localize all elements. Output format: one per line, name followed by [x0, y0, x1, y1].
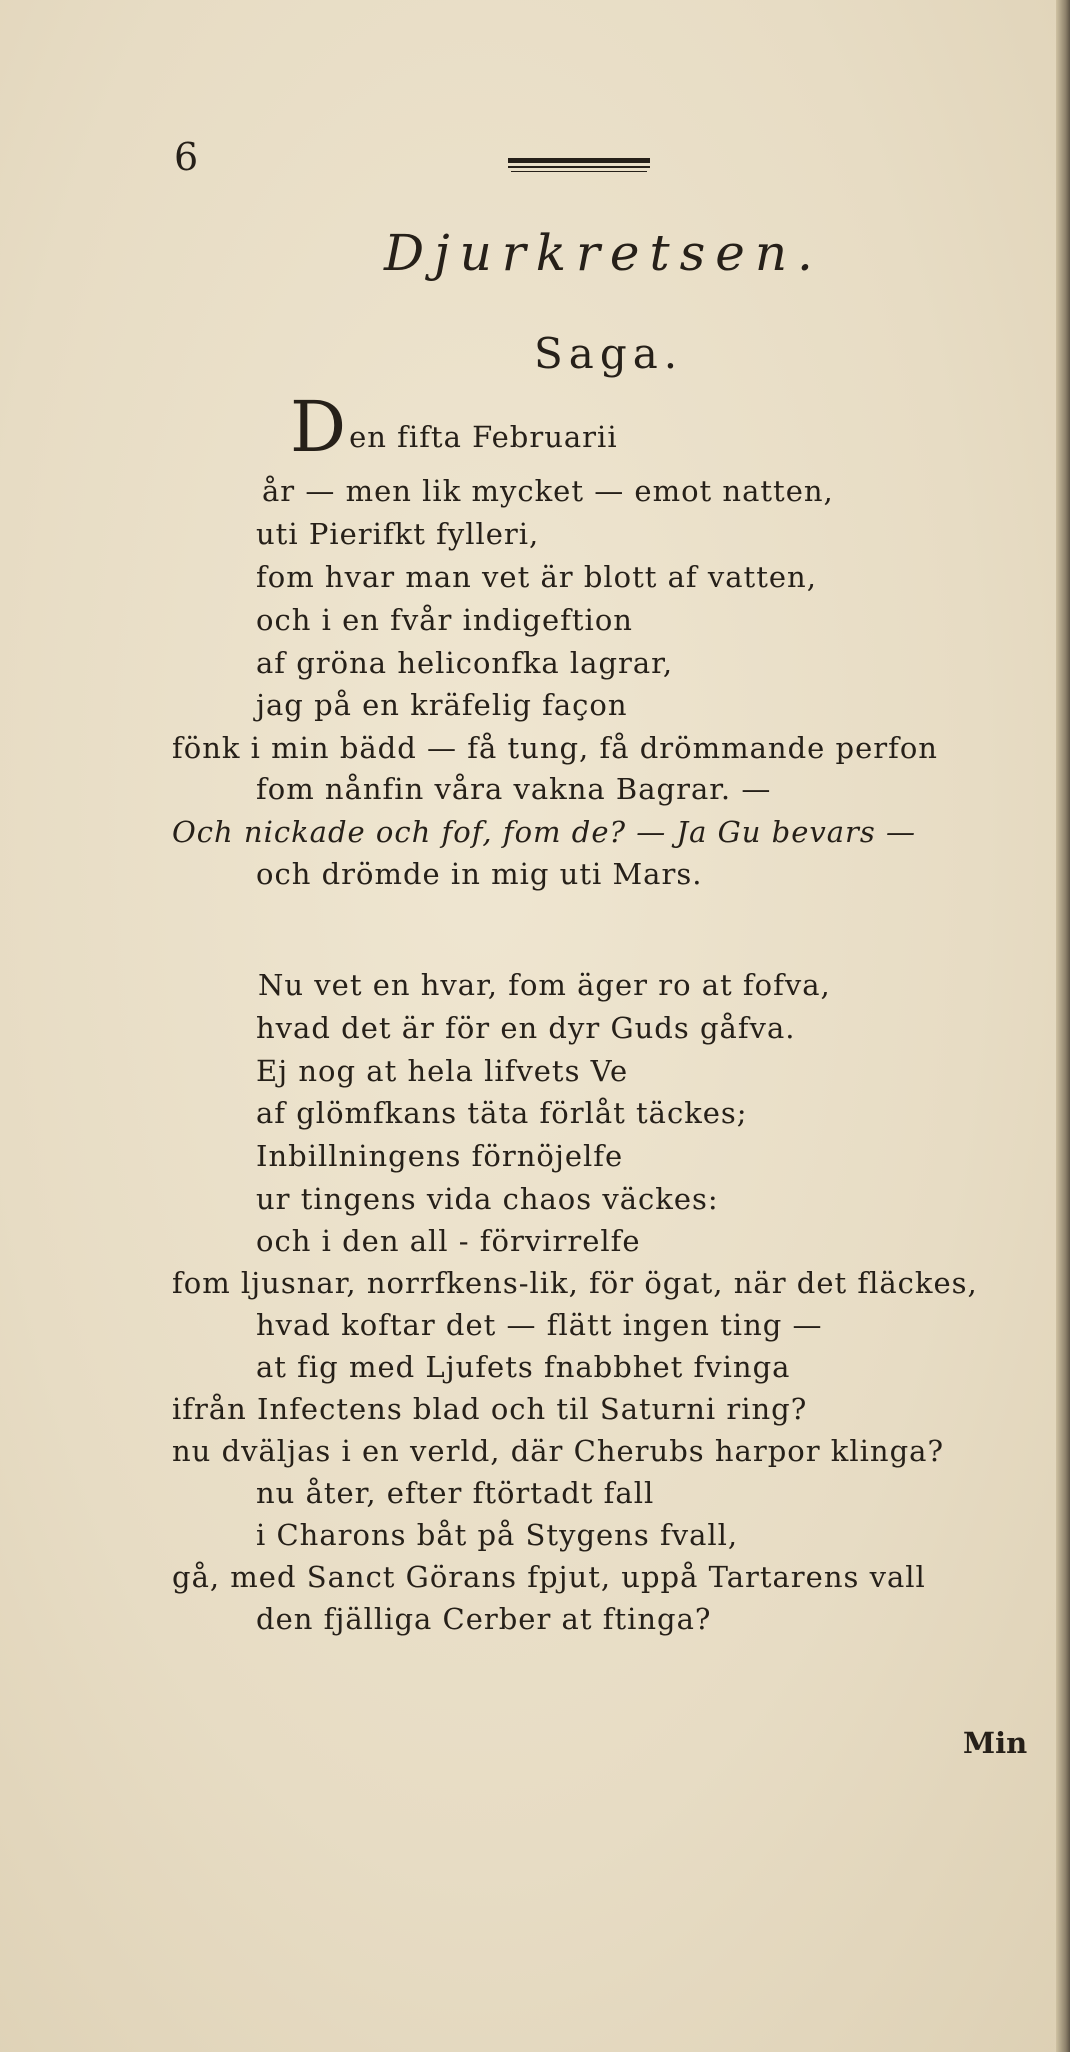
header-rule — [508, 158, 650, 163]
drop-cap: D — [290, 386, 348, 468]
verse-line: i Charons båt på Stygens fvall, — [256, 1518, 739, 1552]
header-rule — [508, 166, 650, 168]
verse-line: och i en fvår indigeftion — [256, 603, 633, 637]
verse-line: hvad det är för en dyr Guds gåfva. — [256, 1011, 796, 1045]
verse-line: uti Pierifkt fylleri, — [256, 517, 540, 551]
verse-line: och i den all - förvirrelfe — [256, 1224, 641, 1258]
header-rule — [511, 171, 647, 172]
verse-line: af glömfkans täta förlåt täckes; — [256, 1096, 748, 1130]
poem-title: Djurkretsen. — [384, 224, 823, 282]
verse-line: och drömde in mig uti Mars. — [256, 857, 703, 891]
verse-line: ifrån Infectens blad och til Saturni ring? — [172, 1392, 808, 1426]
verse-line: jag på en kräfelig façon — [256, 688, 628, 722]
verse-line: ur tingens vida chaos väckes: — [256, 1182, 719, 1216]
poem-subtitle: Saga. — [534, 329, 684, 378]
verse-line: nu dväljas i en verld, där Cherubs harpor klinga? — [172, 1434, 945, 1468]
verse-line: hvad koftar det — flätt ingen ting — — [256, 1308, 823, 1342]
catchword: Min — [963, 1726, 1028, 1760]
verse-line: at fig med Ljufets fnabbhet fvinga — [256, 1350, 791, 1384]
verse-line-text: en fifta Februarii — [349, 420, 618, 454]
verse-line: fom ljusnar, norrfkens-lik, för ögat, när det fläckes, — [172, 1266, 978, 1300]
page-edge — [1056, 0, 1070, 2052]
verse-line: Inbillningens förnöjelfe — [256, 1139, 624, 1173]
verse-line: gå, med Sanct Görans fpjut, uppå Tartarens vall — [172, 1560, 926, 1594]
verse-line: af gröna heliconfka lagrar, — [256, 646, 674, 680]
verse-line: Ej nog at hela lifvets Ve — [256, 1054, 629, 1088]
verse-line: nu åter, efter ftörtadt fall — [256, 1476, 655, 1510]
verse-line: år — men lik mycket — emot natten, — [262, 474, 834, 508]
verse-line: fom nånfin våra vakna Bagrar. — — [256, 772, 772, 806]
verse-line: Nu vet en hvar, fom äger ro at fofva, — [258, 968, 831, 1002]
verse-line — [290, 386, 618, 468]
verse-line: Och nickade och fof, fom de? — Ja Gu bevars — — [172, 815, 917, 849]
page-number: 6 — [174, 135, 199, 179]
verse-line: fom hvar man vet är blott af vatten, — [256, 560, 817, 594]
verse-line: den fjälliga Cerber at ftinga? — [256, 1602, 712, 1636]
verse-line: fönk i min bädd — få tung, få drömmande perfon — [172, 731, 938, 765]
